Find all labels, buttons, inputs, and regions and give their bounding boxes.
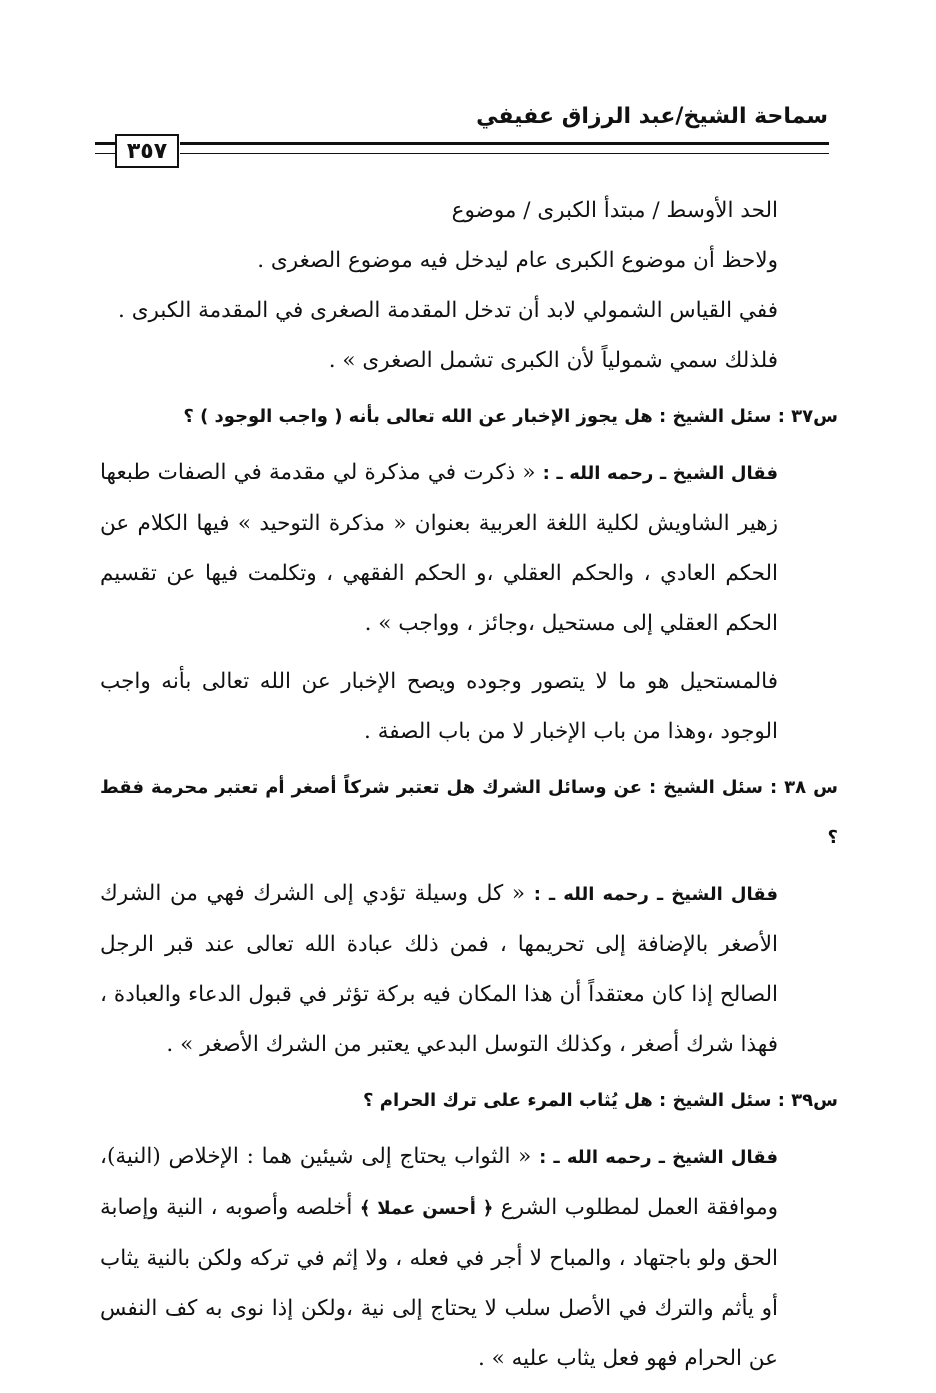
answer-39 <box>100 1132 838 1384</box>
header-rule-left <box>95 142 115 154</box>
question-39: س٣٩ : سئل الشيخ : هل يُثاب المرء على ترك الحرام ؟ <box>363 1090 838 1111</box>
body-text <box>100 186 838 1384</box>
intro-line: ففي القياس الشمولي لابد أن تدخل المقدمة الصغرى في المقدمة الكبرى . <box>118 298 778 323</box>
answer-text: « الثواب يحتاج إلى شيئين هما : الإخلاص (النية)، وموافقة العمل لمطلوب الشرع <box>100 1144 778 1220</box>
answer-37 <box>100 448 838 649</box>
answer-text: « ذكرت في مذكرة لي مقدمة في الصفات طبعها زهير الشاويش لكلية اللغة العربية بعنوان « مذكرة التوحيد » فيها الكلام عن الحكم العادي ، والحكم العقلي ،و الحكم الفقهي ، وتكلمت فيها عن تقسيم الحكم العقلي إلى مستحيل ،وجائز ، وواجب » . <box>100 460 778 636</box>
answer-lead: فقال الشيخ ـ رحمه الله ـ : <box>533 884 779 905</box>
answer-lead: فقال الشيخ ـ رحمه الله ـ : <box>542 463 778 484</box>
answer-text: « كل وسيلة تؤدي إلى الشرك فهي من الشرك الأصغر بالإضافة إلى تحريمها ، فمن ذلك عبادة الله تعالى عند قبر الرجل الصالح إذا كان معتقداً أن هذا المكان فيه بركة تؤثر في قبول الدعاء والعبادة ، فهذا شرك أصغر ، وكذلك التوسل البدعي يعتبر من الشرك الأصغر » . <box>100 881 778 1057</box>
header-rule <box>180 142 829 154</box>
running-title: سماحة الشيخ/عبد الرزاق عفيفي <box>476 104 828 129</box>
intro-line: ولاحظ أن موضوع الكبرى عام ليدخل فيه موضوع الصغرى . <box>257 248 778 273</box>
answer-38 <box>100 869 838 1070</box>
page-number: ٣٥٧ <box>115 134 179 168</box>
quran-quote: ﴿ أحسن عملا ﴾ <box>359 1198 494 1219</box>
intro-line: فلذلك سمي شمولياً لأن الكبرى تشمل الصغرى » . <box>328 348 778 373</box>
note-37: فالمستحيل هو ما لا يتصور وجوده ويصح الإخبار عن الله تعالى بأنه واجب الوجود ،وهذا من باب الإخبار لا من باب الصفة . <box>100 669 778 744</box>
answer-lead: فقال الشيخ ـ رحمه الله ـ : <box>539 1147 778 1168</box>
question-38: س ٣٨ : سئل الشيخ : عن وسائل الشرك هل تعتبر شركاً أصغر أم تعتبر محرمة فقط ؟ <box>100 777 839 848</box>
question-37: س٣٧ : سئل الشيخ : هل يجوز الإخبار عن الله تعالى بأنه ( واجب الوجود ) ؟ <box>183 406 838 427</box>
answer-text: أخلصه وأصوبه ، النية وإصابة الحق ولو باجتهاد ، والمباح لا أجر في فعله ، ولا إثم في تركه ولكن بالنية يثاب أو يأثم والترك في الأصل سلب لا يحتاج إلى نية ،ولكن إذا نوى به كف النفس عن الحرام فهو فعل يثاب عليه » . <box>100 1195 778 1371</box>
intro-line: الحد الأوسط / مبتدأ الكبرى / موضوع <box>451 198 778 223</box>
